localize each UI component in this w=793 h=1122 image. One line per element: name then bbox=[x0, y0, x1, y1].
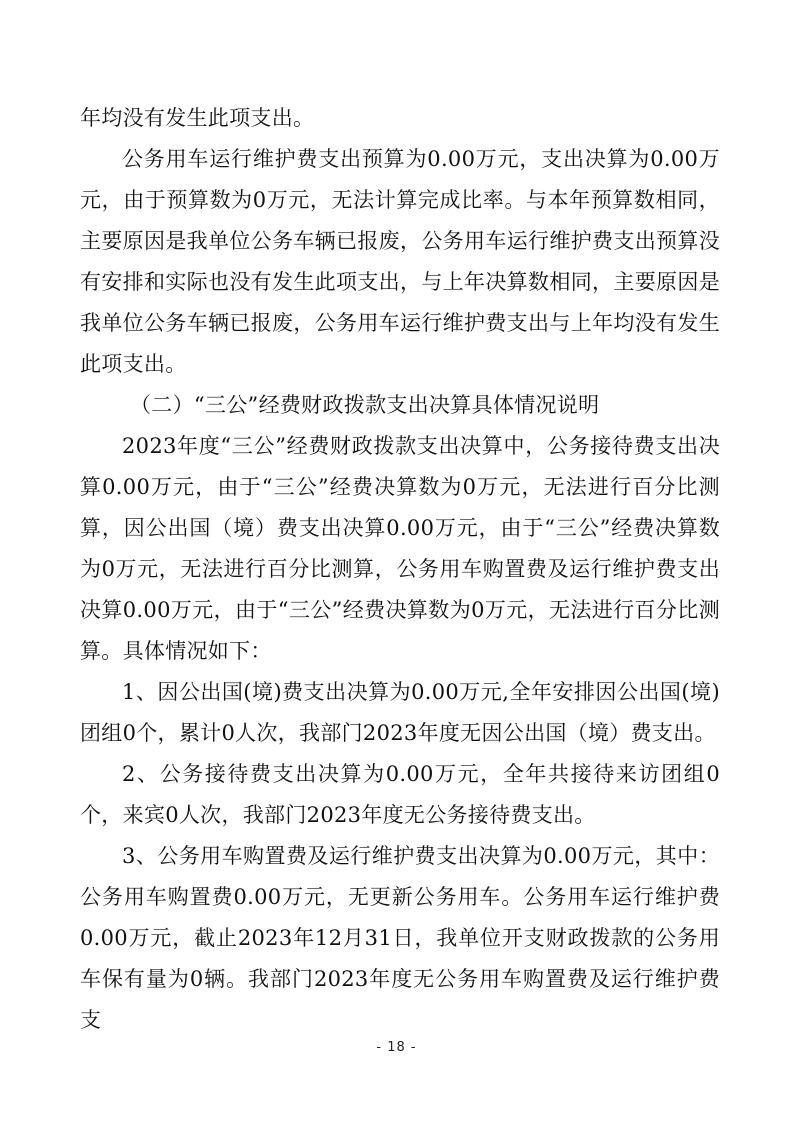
section-heading: （二）“三公”经费财政拨款支出决算具体情况说明 bbox=[130, 393, 600, 417]
paragraph-item-3: 3、公务用车购置费及运行维护费支出决算为0.00万元，其中：公务用车购置费0.00万元，无更新公务用车。公务用车运行维护费0.00万元，截止2023年12月31日，我单位开支财政拨款的公务用车保有量为0辆。我部门2023年度无公务用车购置费及运行维护费支 bbox=[80, 844, 720, 1032]
paragraph-continuation: 年均没有发生此项支出。 bbox=[80, 106, 315, 130]
page-number: - 18 - bbox=[376, 1040, 417, 1055]
paragraph-summary: 2023年度“三公”经费财政拨款支出决算中，公务接待费支出决算0.00万元，由于“三公”经费决算数为0万元，无法进行百分比测算，因公出国（境）费支出决算0.00万元，由于“三公”经费决算数为0万元，无法进行百分比测算，公务用车购置费及运行维护费支出决算0.00万元，由于“三公”经费决算数为0万元，无法进行百分比测算。具体情况如下： bbox=[80, 434, 720, 663]
document-body bbox=[80, 98, 720, 1041]
paragraph-vehicle-maintenance: 公务用车运行维护费支出预算为0.00万元，支出决算为0.00万元，由于预算数为0万元，无法计算完成比率。与本年预算数相同，主要原因是我单位公务车辆已报废，公务用车运行维护费支出预算没有安排和实际也没有发生此项支出，与上年决算数相同，主要原因是我单位公务车辆已报废，公务用车运行维护费支出与上年均没有发生此项支出。 bbox=[80, 147, 720, 376]
paragraph-item-1: 1、因公出国(境)费支出决算为0.00万元,全年安排因公出国(境)团组0个，累计0人次，我部门2023年度无因公出国（境）费支出。 bbox=[80, 680, 720, 745]
paragraph-item-2: 2、公务接待费支出决算为0.00万元，全年共接待来访团组0个，来宾0人次，我部门2023年度无公务接待费支出。 bbox=[80, 762, 720, 827]
